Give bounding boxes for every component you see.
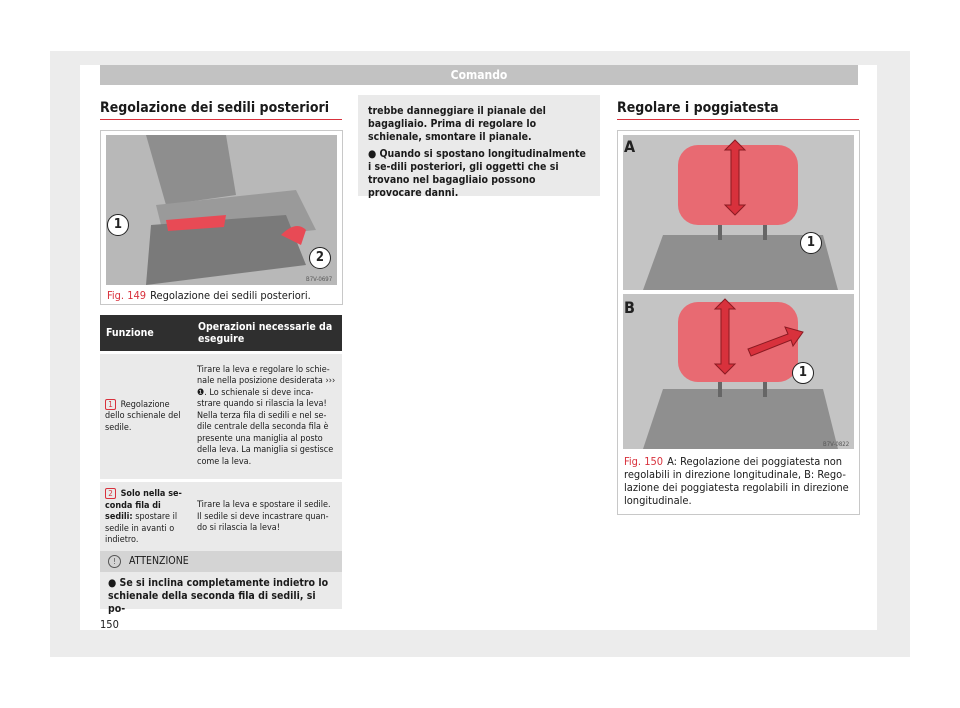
label-b: B — [624, 298, 635, 317]
figure-number: Fig. 149 — [107, 289, 147, 302]
function-bold-text: Solo nella se-conda fila di sedili: — [105, 489, 182, 522]
figure-149 — [100, 130, 343, 305]
figure-caption-text: Regolazione dei sedili posteriori. — [150, 289, 311, 302]
table-row — [100, 353, 342, 481]
table-cell-function — [100, 481, 192, 553]
warning-box — [100, 551, 342, 615]
table-header-operations: Operazioni necessarie da eseguire — [192, 315, 342, 353]
chapter-header: Comando — [100, 65, 858, 85]
table-cell-operations: Tirare la leva e regolare lo schie-nale nella posizione desiderata ››› ❶. Lo schienale si deve inca-strare quando si rilascia la leva! Nella terza fila di sedili e nel se-dile centrale della seconda fila è presente una maniglia al posto della leva. La maniglia si gestisce come la leva. — [192, 353, 342, 481]
warning-title: ATTENZIONE — [129, 555, 189, 567]
label-a: A — [624, 137, 636, 156]
section-title-rear-seats: Regolazione dei sedili posteriori — [100, 100, 330, 116]
page-number: 150 — [100, 618, 119, 631]
rear-seat-photo — [106, 135, 337, 285]
table-cell-function — [100, 353, 192, 481]
table-header-function: Funzione — [100, 315, 192, 353]
figure-caption — [624, 455, 854, 507]
callout-badge: 1 — [105, 399, 116, 410]
callout-2: 2 — [309, 247, 331, 269]
headrest-b-photo — [623, 294, 854, 449]
headrest-a-photo — [623, 135, 854, 290]
callout-1-b: 1 — [792, 362, 814, 384]
warning-text: ● Se si inclina completamente indietro lo schienale della seconda fila di sedili, si po- — [108, 577, 329, 615]
warning-continuation-box — [358, 95, 600, 199]
functions-table — [100, 315, 342, 553]
table-row — [100, 481, 342, 553]
figure-caption-text: A: Regolazione dei poggiatesta non regolabili in direzione longitudinale, B: Rego-lazione dei poggiatesta regolabili in direzione longitudinale. — [624, 455, 849, 507]
image-code: B7V-0822 — [823, 441, 850, 448]
table-cell-operations: Tirare la leva e spostare il sedile. Il sedile si deve incastrare quan-do si rilascia la leva! — [192, 481, 342, 553]
callout-badge: 2 — [105, 488, 116, 499]
warning-icon: ! — [108, 555, 121, 568]
figure-caption — [107, 289, 337, 302]
title-underline — [617, 119, 859, 120]
function-text: spostare il sedile in avanti o indietro. — [105, 512, 178, 545]
warning-header — [100, 551, 342, 572]
callout-1-a: 1 — [800, 232, 822, 254]
image-code: B7V-0697 — [306, 276, 333, 283]
warning-para-1: trebbe danneggiare il pianale del bagagliaio. Prima di regolare lo schienale, smontare il pianale. — [368, 105, 546, 143]
figure-150 — [617, 130, 860, 515]
title-underline — [100, 119, 342, 120]
callout-1: 1 — [107, 214, 129, 236]
function-text: Regolazione dello schienale del sedile. — [105, 399, 181, 433]
section-title-headrests: Regolare i poggiatesta — [617, 100, 779, 116]
figure-number: Fig. 150 — [624, 455, 664, 468]
warning-para-2: ● Quando si spostano longitudinalmente i se-dili posteriori, gli oggetti che si trovano nel bagagliaio possono provocare danni. — [368, 148, 586, 199]
